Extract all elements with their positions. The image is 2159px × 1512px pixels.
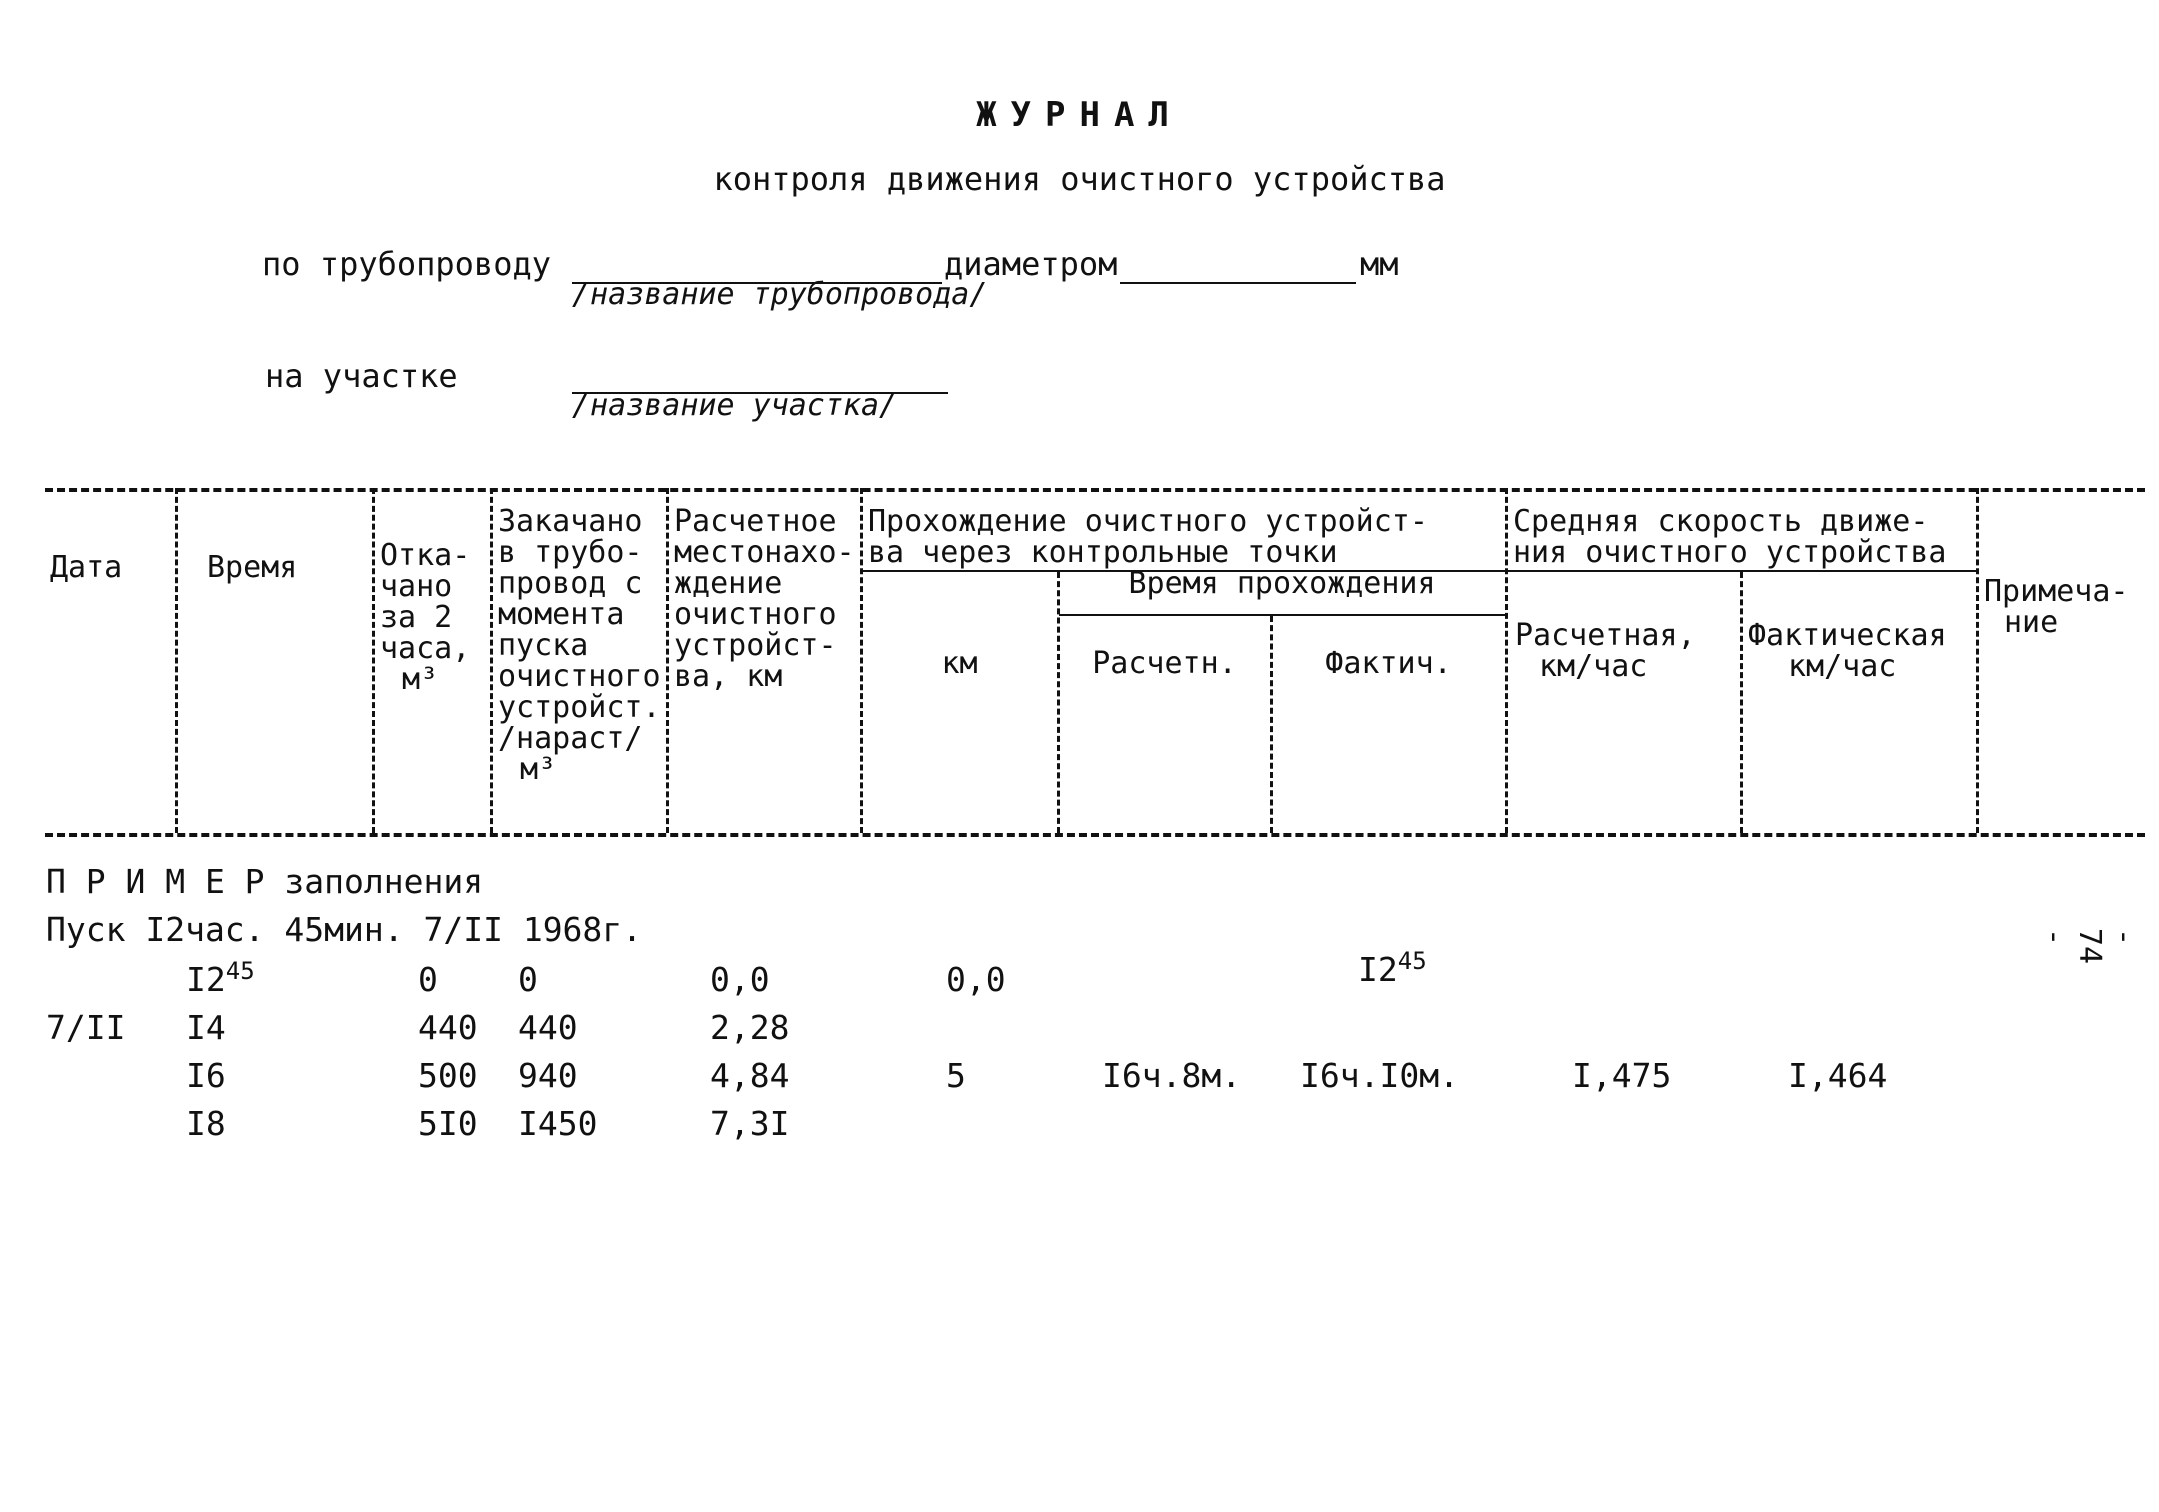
section-caption: /название участка/ — [572, 388, 898, 423]
table-row-1-in: 0 — [518, 960, 538, 999]
example-title: П Р И М Е Р заполнения — [46, 862, 484, 901]
diameter-underline — [1120, 282, 1356, 284]
table-row-3-calc-time: I6ч.8м. — [1102, 1056, 1242, 1095]
col-sep-8 — [1505, 488, 1508, 833]
table-row-2-loc: 2,28 — [710, 1008, 790, 1047]
table-row-1-time: $I2^{45}$ — [186, 957, 255, 999]
journal-subtitle: контроля движения очистного устройства — [713, 160, 1446, 198]
table-row-2-in: 440 — [518, 1008, 578, 1047]
header-date: Дата — [50, 550, 123, 585]
section-label: на участке — [265, 357, 458, 395]
header-passage-time-group: Время прохождения — [1128, 566, 1436, 601]
header-speed-group: Средняя скорость движе- ния очистного устройства — [1513, 504, 1947, 570]
journal-title: ЖУРНАЛ — [976, 95, 1183, 135]
table-row-2-date: 7/II — [46, 1008, 126, 1047]
header-passage-time-calc: Расчетн. — [1092, 646, 1237, 681]
col-sep-1 — [175, 488, 178, 833]
header-passage-group: Прохождение очистного устройст- ва через контрольные точки — [868, 504, 1428, 570]
table-row-3-km: 5 — [946, 1056, 966, 1095]
table-row-3-loc: 4,84 — [710, 1056, 790, 1095]
table-top-rule — [45, 488, 2145, 492]
col-sep-4 — [666, 488, 669, 833]
header-pumped-in: Закачано в трубо- провод с момента пуска очистного устройст. /нараст/ м³ — [498, 504, 661, 787]
header-pumped-out: Отка- чано за 2 часа, м³ — [380, 538, 471, 697]
table-row-3-fact-time: I6ч.I0м. — [1300, 1056, 1459, 1095]
table-row-4-time: I8 — [186, 1104, 226, 1143]
header-speed-calc: Расчетная, км/час — [1515, 618, 1696, 684]
table-row-4-out: 5I0 — [418, 1104, 478, 1143]
pipeline-caption: /название трубопровода/ — [572, 277, 988, 312]
table-row-2-out: 440 — [418, 1008, 478, 1047]
header-notes: Примеча- ние — [1984, 574, 2129, 640]
header-time: Время — [207, 550, 298, 585]
table-row-3-speed-fact: I,464 — [1788, 1056, 1888, 1095]
header-speed-fact: Фактическая км/час — [1748, 618, 1947, 684]
diameter-label: диаметром — [944, 245, 1118, 283]
col-sep-6 — [1057, 572, 1060, 833]
header-passage-time-fact: Фактич. — [1325, 646, 1452, 681]
table-row-3-speed-calc: I,475 — [1572, 1056, 1672, 1095]
speed-group-rule — [1507, 570, 1976, 572]
header-passage-km: км — [941, 646, 978, 681]
table-row-1-km: 0,0 — [946, 960, 1006, 999]
table-row-3-time: I6 — [186, 1056, 226, 1095]
example-start: Пуск I2час. 45мин. 7/II 1968г. — [46, 910, 643, 949]
table-row-3-in: 940 — [518, 1056, 578, 1095]
table-row-3-out: 500 — [418, 1056, 478, 1095]
col-sep-3 — [490, 488, 493, 833]
col-sep-9 — [1740, 572, 1743, 833]
table-row-2-time: I4 — [186, 1008, 226, 1047]
pipeline-label: по трубопроводу — [262, 245, 551, 283]
col-sep-2 — [372, 488, 375, 833]
table-row-1-loc: 0,0 — [710, 960, 770, 999]
table-row-4-loc: 7,3I — [710, 1104, 790, 1143]
table-row-1-out: 0 — [418, 960, 438, 999]
page-number-mark: - 74 - — [2037, 928, 2142, 965]
table-row-4-in: I450 — [518, 1104, 598, 1143]
passage-time-group-rule — [1059, 614, 1505, 616]
diameter-unit: мм — [1360, 245, 1399, 283]
header-calc-location: Расчетное местонахо- ждение очистного устройст- ва, км — [674, 504, 855, 694]
table-bottom-rule — [45, 833, 2145, 837]
table-row-1-fact-time: $I2^{45}$ — [1358, 947, 1427, 989]
col-sep-10 — [1976, 488, 1979, 833]
